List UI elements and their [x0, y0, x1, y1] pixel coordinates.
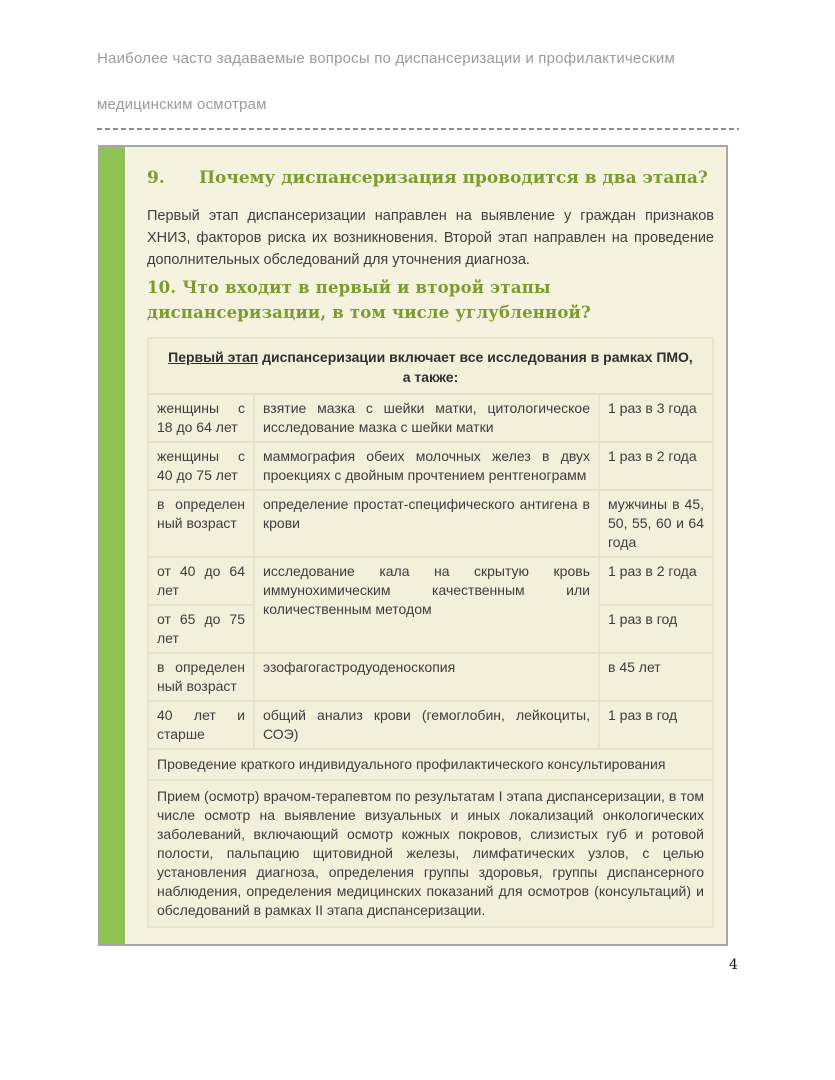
- question-9-title: [147, 167, 714, 189]
- question-10-text: Что входит в первый и второй этапы диспансеризации, в том числе углубленной?: [147, 278, 591, 322]
- frequency-cell: в 45 лет: [599, 653, 713, 701]
- counseling-row: Проведение краткого индивидуального профилактического консультирования: [148, 749, 713, 780]
- exam-cell-merged: исследование кала на скрытую кровь иммунохимическим качественным или количественным методом: [254, 557, 599, 653]
- block-content: [127, 147, 728, 944]
- table-caption-rest: диспансеризации включает все исследования в рамках ПМО, а также:: [258, 349, 693, 385]
- frequency-cell: 1 раз в 3 года: [599, 394, 713, 442]
- question-10-number: 10.: [147, 278, 177, 297]
- exam-cell: эзофагогастродуоденоскопия: [254, 653, 599, 701]
- age-cell: от 40 до 64 лет: [148, 557, 254, 605]
- table-caption-lead: Первый этап: [168, 349, 259, 365]
- dashed-divider: [97, 128, 739, 130]
- therapist-exam-row: Прием (осмотр) врачом-терапевтом по результатам I этапа диспансеризации, в том числе осмотр на выявление визуальных и иных локализаций онкологических заболеваний, включающий осмотр кожных покровов, слизистых губ и ротовой полости, пальпацию щитовидной железы, лимфатических узлов, с целью установления диагноза, определения группы здоровья, группы диспансерного наблюдения, определения медицинских показаний для осмотров (консультаций) и обследований в рамках II этапа диспансеризации.: [148, 780, 713, 927]
- exam-cell: взятие мазка с шейки матки, цитологическое исследование мазка с шейки матки: [254, 394, 599, 442]
- table-row: [148, 557, 713, 605]
- question-9-text: Почему диспансеризация проводится в два этапа?: [199, 168, 708, 188]
- table-full-row: [148, 749, 713, 780]
- table-row: [148, 653, 713, 701]
- frequency-cell: 1 раз в 2 года: [599, 442, 713, 490]
- table-full-row: [148, 780, 713, 927]
- document-header: Наиболее часто задаваемые вопросы по диспансеризации и профилактическим медицинским осмотрам: [97, 50, 676, 113]
- age-cell: 40 лет и старше: [148, 701, 254, 749]
- table-caption: [148, 338, 713, 394]
- faq-content-block: [98, 145, 728, 946]
- table-caption-row: [148, 338, 713, 394]
- first-stage-table: [147, 337, 714, 928]
- age-cell: от 65 до 75 лет: [148, 605, 254, 653]
- page-number: 4: [729, 957, 738, 973]
- age-cell: женщины с 18 до 64 лет: [148, 394, 254, 442]
- table-row: [148, 394, 713, 442]
- table-row: [148, 701, 713, 749]
- question-9-answer: Первый этап диспансеризации направлен на выявление у граждан признаков ХНИЗ, факторов риска их возникновения. Второй этап направлен на проведение дополнительных обследований для уточнения диагноза.: [147, 208, 714, 268]
- age-cell: женщины с 40 до 75 лет: [148, 442, 254, 490]
- exam-cell: определение простат-специфического антигена в крови: [254, 490, 599, 557]
- exam-cell: общий анализ крови (гемоглобин, лейкоциты, СОЭ): [254, 701, 599, 749]
- age-cell: в определенный возраст: [148, 653, 254, 701]
- exam-cell: маммография обеих молочных желез в двух проекциях с двойным прочтением рентгенограмм: [254, 442, 599, 490]
- green-accent-bar: [100, 147, 127, 944]
- table-row: [148, 490, 713, 557]
- frequency-cell: 1 раз в год: [599, 605, 713, 653]
- question-10-title: [147, 275, 714, 325]
- frequency-cell: мужчины в 45, 50, 55, 60 и 64 года: [599, 490, 713, 557]
- question-9-number: 9.: [147, 168, 165, 188]
- frequency-cell: 1 раз в 2 года: [599, 557, 713, 605]
- age-cell: в определенный возраст: [148, 490, 254, 557]
- table-row: [148, 442, 713, 490]
- frequency-cell: 1 раз в год: [599, 701, 713, 749]
